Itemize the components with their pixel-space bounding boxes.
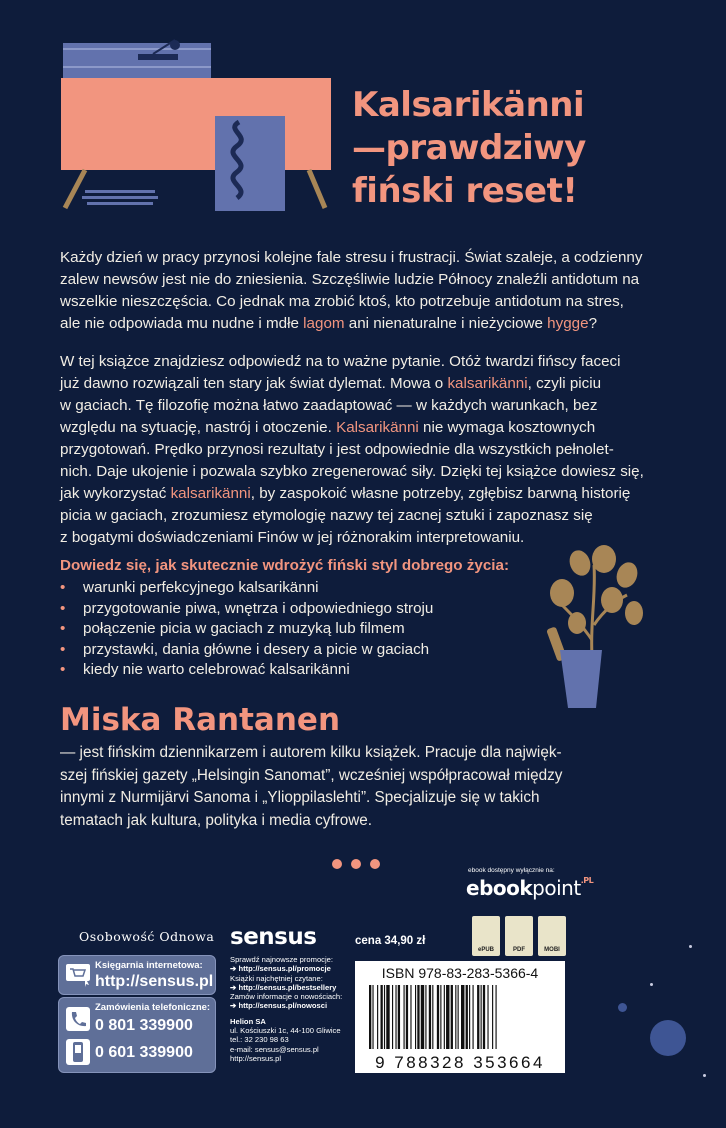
barcode [355, 961, 565, 1073]
barcode-bars [369, 985, 551, 1049]
decor-dot-3 [703, 1074, 706, 1077]
sideboard-illustration [55, 36, 345, 221]
isbn-text: ISBN 978-83-283-5366-4 [381, 965, 539, 981]
plant-vase-illustration [532, 545, 652, 710]
book-title: Kalsarikänni —prawdziwy fiński reset! [352, 85, 586, 211]
imprint-logo: Osobowość Odnowa [79, 929, 215, 944]
phone-label: Zamówienia telefoniczne: [95, 1002, 211, 1013]
shop-label: Księgarnia internetowa: [95, 960, 203, 971]
list-item: • warunki perfekcyjnego kalsarikänni [60, 578, 433, 599]
price-label: cena 34,90 zł [355, 935, 426, 947]
phone-number-1[interactable]: 0 801 339900 [95, 1017, 193, 1034]
shop-url[interactable]: http://sensus.pl [95, 973, 214, 990]
ean-text: 9 788328 353664 [375, 1053, 545, 1072]
list-item: • przygotowanie piwa, wnętrza i odpowiedniego stroju [60, 599, 433, 620]
phone-number-2[interactable]: 0 601 339900 [95, 1044, 193, 1061]
format-epub-icon: ePUB [472, 916, 500, 956]
phone-icon [65, 1006, 91, 1032]
highlight-lagom: lagom [303, 315, 345, 332]
publisher-info: Sprawdź najnowsze promocje: ➔ http://sensus.pl/promocje Książki najchętniej czytane: ➔ http://sensus.pl/bestsellery Zamów informacje o nowościach: ➔ http://sensus.pl/nowosci Helion SA ul. Kościuszki 1c, 44-100 Gliwice tel.: 32 230 98 63 e-mail: sensus@sensus.pl http://sensus.pl [230, 955, 343, 1063]
description-paragraph: W tej książce znajdziesz odpowiedź na to ważne pytanie. Otóż twardzi fińscy faceci już dawno rozwiązali ten stary jak świat dylemat. Mowa o kalsarikänni, czyli piciu w gaciach. Tę filozofię można łatwo zaadaptować — w każdych warunkach, bez względu na sytuację, nastrój i otoczenie. Kalsarikänni nie wymaga kosztownych przygotowań. Prędko przynosi rezultaty i jest odpowiednie dla wszystkich pełnolet- nich. Daje ukojenie i pozwala szybko zregenerować siły. Dzięki tej książce dowiesz się, jak wykorzystać kalsarikänni, by zaspokoić własne potrzeby, zgłębisz barwną historię picia w gaciach, zrozumiesz etymologię nazwy tej zacnej sztuki i zapoznasz się z bogatymi doświadczeniami Finów w jej różnorakim interpretowaniu. [60, 353, 644, 546]
highlight-hygge: hygge [547, 315, 589, 332]
mobile-phone-icon [65, 1038, 91, 1066]
bullet-glyph: • [60, 661, 66, 678]
bullet-glyph: • [60, 579, 66, 596]
phone-order-box [58, 997, 216, 1073]
list-item: • połączenie picia w gaciach z muzyką lub filmem [60, 619, 433, 640]
format-mobi-icon: MOBI [538, 916, 566, 956]
decor-dot-2 [689, 945, 692, 948]
author-name: Miska Rantanen [60, 702, 341, 738]
bullet-glyph: • [60, 640, 66, 658]
separator-dots [332, 856, 389, 874]
sensus-logo: sensus [230, 924, 317, 950]
format-pdf-icon: PDF [505, 916, 533, 956]
benefits-list [60, 578, 433, 681]
decor-dot-1 [650, 983, 653, 986]
intro-paragraph: Każdy dzień w pracy przynosi kolejne fale stresu i frustracji. Świat szaleje, a codzienny zalew newsów jest nie do zniesienia. Szczęśliwie ludzie Północy znaleźli antidotum na wszelkie nieszczęścia. Co jednak ma zrobić ktoś, kto potrzebuje antidotum na stres, ale nie odpowiada mu nudne i mdłe lagom ani nienaturalne i nieżyciowe hygge? [60, 249, 643, 332]
ebook-note: ebook dostępny wyłącznie na: [468, 867, 555, 874]
benefits-heading: Dowiedz się, jak skutecznie wdrożyć fiński styl dobrego życia: [60, 557, 510, 574]
cart-icon [65, 963, 91, 987]
bullet-glyph: • [60, 620, 66, 637]
online-shop-box[interactable] [58, 955, 216, 995]
list-item: • przystawki, dania główne i desery a picie w gaciach [60, 640, 433, 661]
ebookpoint-logo: ebookpoint$^{.PL}$ [466, 876, 594, 900]
bullet-glyph: • [60, 599, 66, 617]
author-bio: — jest fińskim dziennikarzem i autorem kilku książek. Pracuje dla najwięk- szej fińskiej gazety „Helsingin Sanomat”, wcześniej współpracował między innymi z Nurmijärvi Sanoma i „Ylioppilaslehti”. Specjalizuje się w takich tematach jak kultura, polityka i media cyfrowe. [60, 744, 563, 829]
decor-circle-small [618, 1003, 627, 1012]
decor-circle-large [650, 1020, 686, 1056]
list-item: • kiedy nie warto celebrować kalsarikänni [60, 660, 433, 681]
